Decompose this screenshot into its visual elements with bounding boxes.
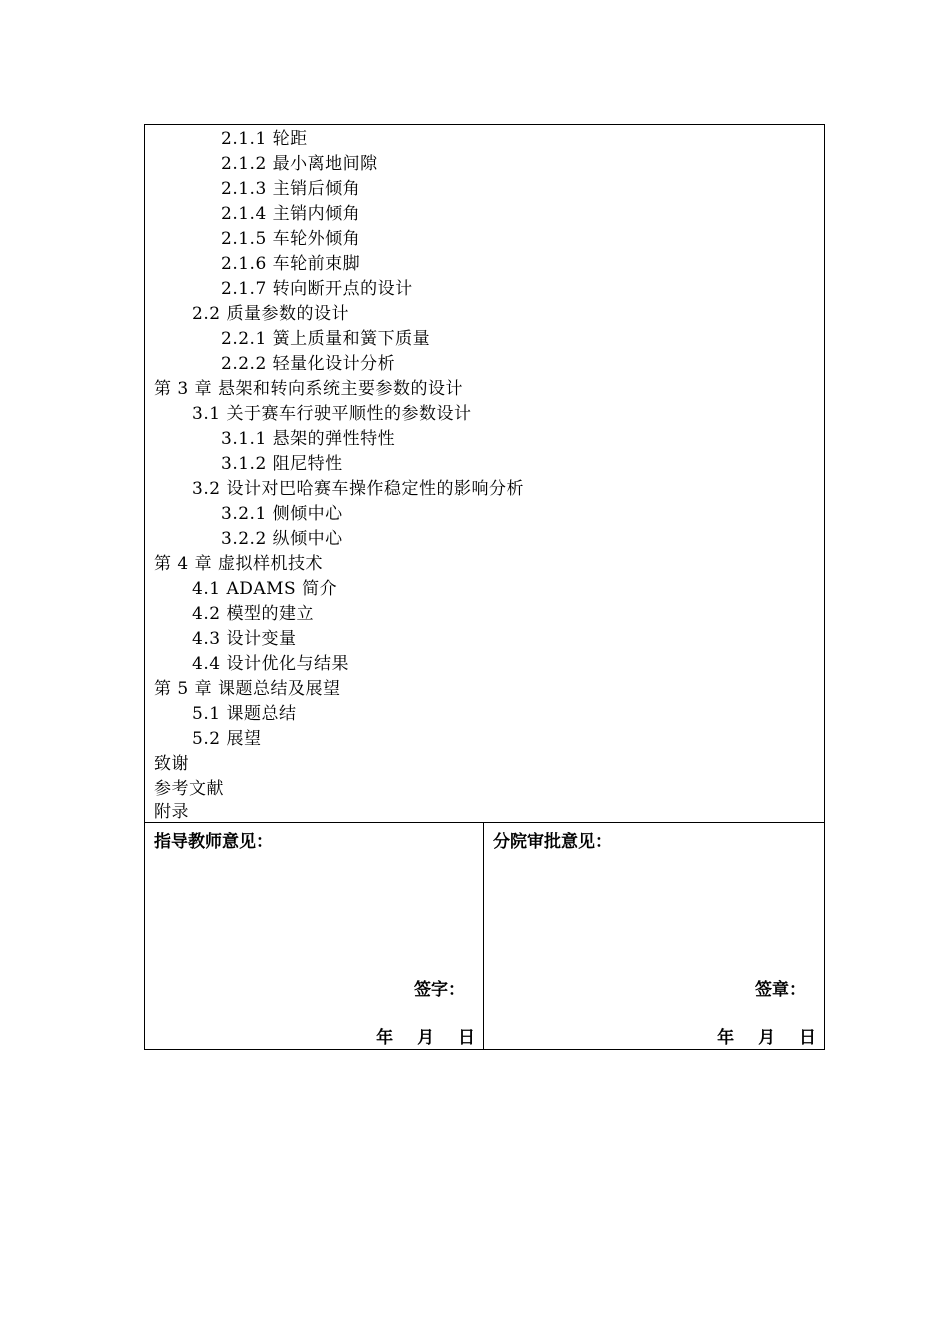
toc-entry: 5.1 课题总结 <box>192 704 297 724</box>
toc-entry: 3.2.2 纵倾中心 <box>221 529 343 549</box>
toc-chapter: 致谢 <box>154 754 189 774</box>
department-opinion-cell <box>484 823 824 1049</box>
month-label: 月 <box>417 1028 435 1048</box>
toc-entry: 2.1.4 主销内倾角 <box>221 204 361 224</box>
department-opinion-title: 分院审批意见： <box>493 832 612 852</box>
toc-entry: 4.3 设计变量 <box>192 629 297 649</box>
toc-entry: 2.1.6 车轮前束脚 <box>221 254 361 274</box>
toc-entry: 2.2.2 轻量化设计分析 <box>221 354 396 374</box>
table-of-contents <box>145 125 824 823</box>
advisor-opinion-cell <box>145 823 484 1049</box>
toc-entry: 3.1.2 阻尼特性 <box>221 454 343 474</box>
toc-chapter: 参考文献 <box>154 779 224 799</box>
department-date <box>699 1023 816 1048</box>
toc-entry: 3.2.1 侧倾中心 <box>221 504 343 524</box>
advisor-signature-label: 签字： <box>414 980 465 1000</box>
toc-entry: 4.1 ADAMS 简介 <box>192 579 338 599</box>
year-label: 年 <box>717 1028 735 1048</box>
year-label: 年 <box>376 1028 394 1048</box>
day-label: 日 <box>458 1028 475 1048</box>
toc-chapter: 第 5 章 课题总结及展望 <box>154 679 341 699</box>
toc-entry: 3.1.1 悬架的弹性特性 <box>221 429 396 449</box>
toc-entry: 2.1.7 转向断开点的设计 <box>221 279 413 299</box>
approval-form-table <box>144 124 825 1050</box>
day-label: 日 <box>799 1028 816 1048</box>
department-seal-label: 签章： <box>755 980 806 1000</box>
toc-entry: 3.1 关于赛车行驶平顺性的参数设计 <box>192 404 472 424</box>
toc-entry: 4.4 设计优化与结果 <box>192 654 349 674</box>
toc-chapter: 第 4 章 虚拟样机技术 <box>154 554 324 574</box>
toc-entry: 2.2.1 簧上质量和簧下质量 <box>221 329 431 349</box>
toc-chapter: 附录 <box>154 802 189 822</box>
advisor-date <box>358 1023 475 1048</box>
toc-entry: 2.1.5 车轮外倾角 <box>221 229 361 249</box>
opinion-row <box>145 823 824 1049</box>
toc-entry: 2.1.3 主销后倾角 <box>221 179 361 199</box>
toc-entry: 4.2 模型的建立 <box>192 604 314 624</box>
toc-entry: 2.2 质量参数的设计 <box>192 304 349 324</box>
toc-entry: 3.2 设计对巴哈赛车操作稳定性的影响分析 <box>192 479 524 499</box>
toc-chapter: 第 3 章 悬架和转向系统主要参数的设计 <box>154 379 464 399</box>
toc-entry: 5.2 展望 <box>192 729 262 749</box>
toc-entry: 2.1.2 最小离地间隙 <box>221 154 378 174</box>
advisor-opinion-title: 指导教师意见： <box>154 832 273 852</box>
month-label: 月 <box>758 1028 776 1048</box>
toc-entry: 2.1.1 轮距 <box>221 129 308 149</box>
